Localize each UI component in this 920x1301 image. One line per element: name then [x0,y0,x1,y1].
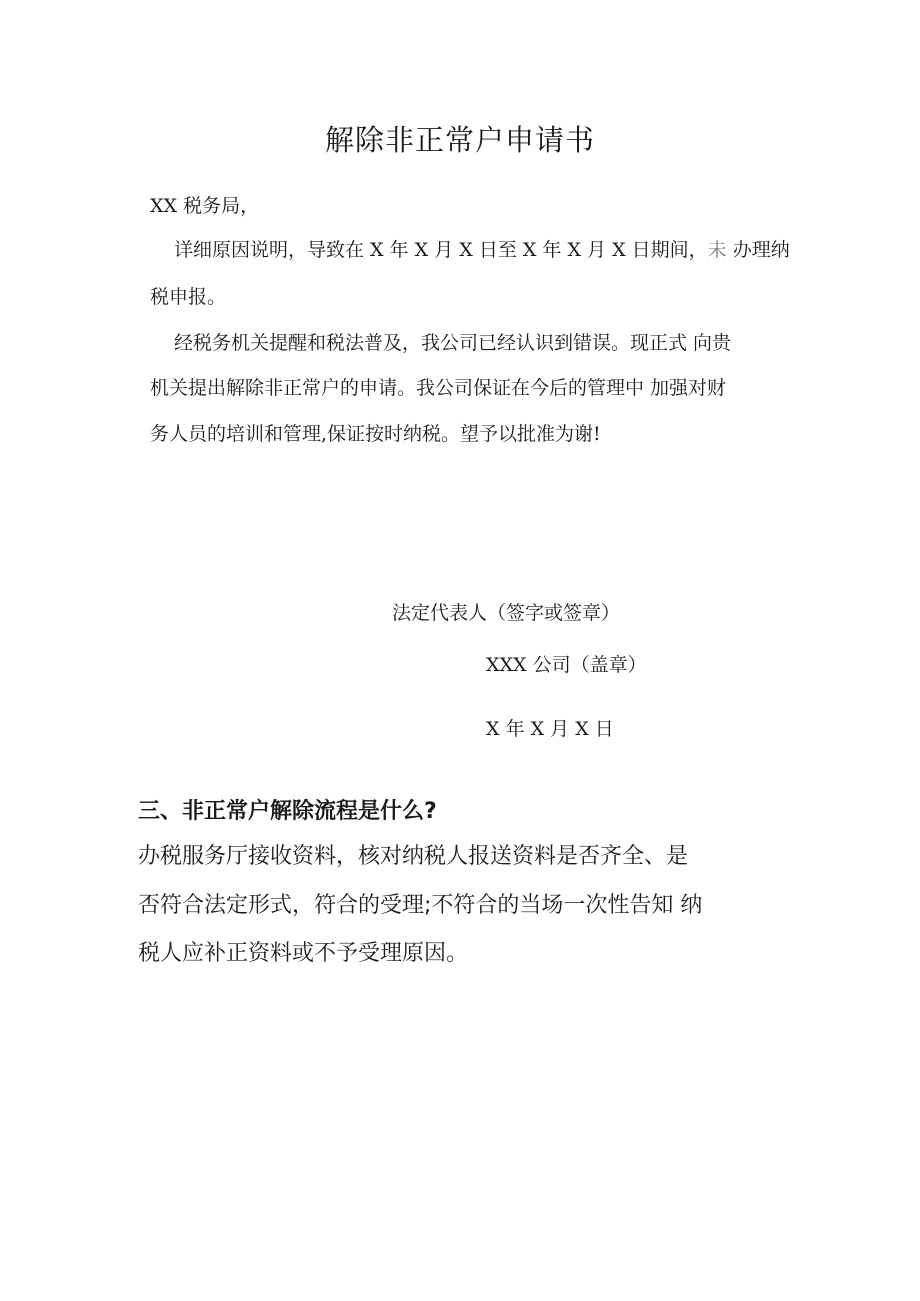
paragraph-2-line-3: 务人员的培训和管理,保证按时纳税。望予以批准为谢! [150,423,601,445]
paragraph-2-line-1: 经税务机关提醒和税法普及，我公司已经认识到错误。现正式 向贵 [174,332,732,354]
section-heading: 三、非正常户解除流程是什么? [138,799,437,824]
signature-company: XXX 公司（盖章） [486,654,647,676]
paragraph-1-line-2: 税申报。 [150,286,227,308]
paragraph-1-line-1-faint-char: 未 [707,239,727,261]
signature-representative: 法定代表人（签字或签章） [392,602,621,624]
paragraph-2-line-2: 机关提出解除非正常户的申请。我公司保证在今后的管理中 加强对财 [150,377,727,399]
salutation: XX 税务局， [150,195,260,217]
paragraph-1-line-1-text: 详细原因说明，导致在 X 年 X 月 X 日至 X 年 X 月 X 日期间， [174,239,708,261]
paragraph-1-line-1 [174,238,790,262]
signature-date: X 年 X 月 X 日 [486,718,614,740]
section-line-2: 否符合法定形式，符合的受理;不符合的当场一次性告知 纳 [138,893,703,918]
paragraph-1-line-1-end: 办理纳 [726,239,790,261]
section-line-1: 办税服务厅接收资料，核对纳税人报送资料是否齐全、是 [138,844,689,869]
letter-title: 解除非正常户申请书 [324,123,595,157]
section-line-3: 税人应补正资料或不予受理原因。 [138,941,469,966]
